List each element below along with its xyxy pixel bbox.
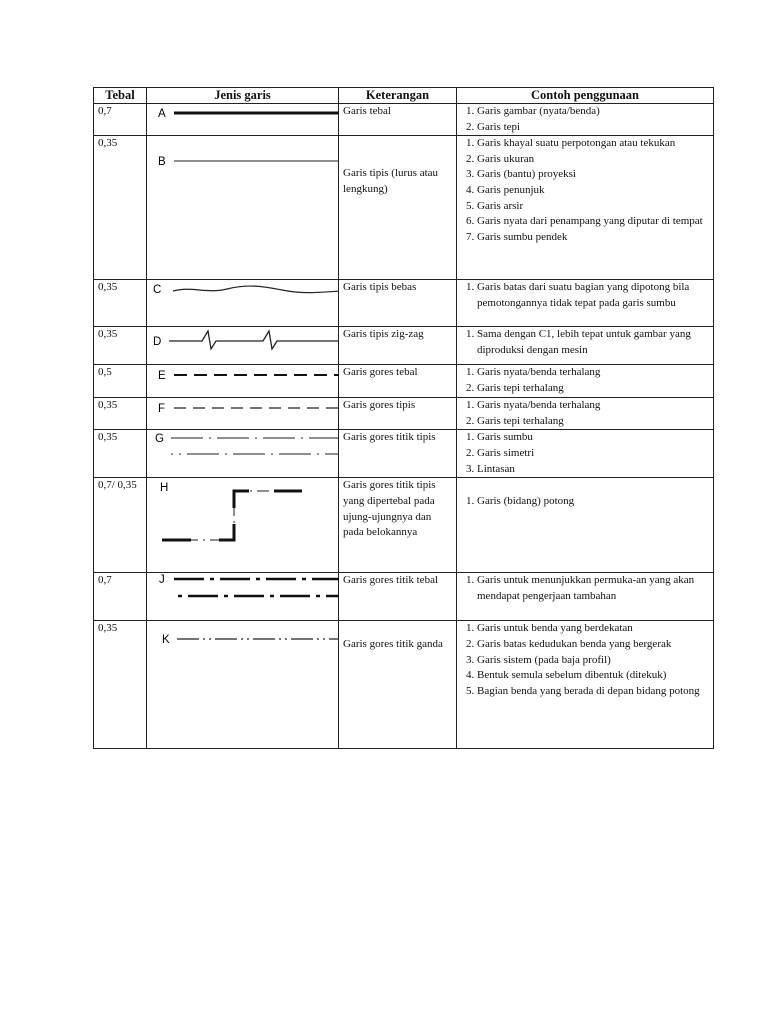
list-item: 1. Sama dengan C1, lebih tepat untuk gambar yang diproduksi dengan mesin [477, 327, 709, 358]
keterangan-cell: Garis gores titik ganda [339, 621, 457, 749]
tebal-cell: 0,5 [94, 365, 147, 398]
line-sample-cell [147, 621, 339, 749]
list-item: 2. Garis ukuran [477, 152, 709, 168]
keterangan-cell: Garis tipis (lurus atau lengkung) [339, 136, 457, 280]
tebal-cell: 0,35 [94, 327, 147, 365]
line-sample-cell [147, 398, 339, 430]
keterangan-cell: Garis gores titik tebal [339, 573, 457, 621]
line-sample-cell [147, 280, 339, 327]
list-item: 1. Garis batas dari suatu bagian yang dipotong bila pemotongannya tidak tepat pada garis sumbu [477, 280, 709, 311]
line-letter: F [158, 403, 166, 416]
uses-list [461, 573, 709, 604]
list-item: 6. Garis nyata dari penampang yang diputar di tempat [477, 214, 709, 230]
table-row [94, 573, 714, 621]
list-item: 5. Bagian benda yang berada di depan bidang potong [477, 684, 709, 700]
table-row [94, 104, 714, 136]
contoh-cell [457, 573, 714, 621]
contoh-cell [457, 398, 714, 430]
line-letter: A [158, 108, 166, 120]
line-letter: D [153, 336, 162, 349]
keterangan-cell: Garis tebal [339, 104, 457, 136]
table-row [94, 327, 714, 365]
table-row [94, 398, 714, 430]
uses-list [461, 621, 709, 699]
line-sample-h [147, 478, 339, 573]
table-row [94, 280, 714, 327]
contoh-cell [457, 365, 714, 398]
list-item: 2. Garis tepi terhalang [477, 414, 709, 430]
list-item: 3. Lintasan [477, 462, 709, 478]
line-letter: B [158, 156, 166, 169]
line-sample-e [147, 365, 339, 398]
table-row [94, 365, 714, 398]
list-item: 1. Garis nyata/benda terhalang [477, 365, 709, 381]
uses-list [461, 365, 709, 396]
list-item: 5. Garis arsir [477, 199, 709, 215]
list-item: 4. Garis penunjuk [477, 183, 709, 199]
line-sample-cell [147, 104, 339, 136]
contoh-cell [457, 280, 714, 327]
line-sample-cell [147, 478, 339, 573]
line-types-table [93, 87, 714, 749]
tebal-cell: 0,7 [94, 573, 147, 621]
uses-list [461, 280, 709, 311]
tebal-cell: 0,35 [94, 621, 147, 749]
keterangan-cell: Garis tipis bebas [339, 280, 457, 327]
zigzag-line [169, 331, 339, 349]
list-item: 2. Garis simetri [477, 446, 709, 462]
list-item: 7. Garis sumbu pendek [477, 230, 709, 246]
list-item: 1. Garis gambar (nyata/benda) [477, 104, 709, 120]
tebal-cell: 0,35 [94, 280, 147, 327]
tebal-cell: 0,35 [94, 430, 147, 478]
line-letter: G [155, 433, 164, 446]
cutting-plane-line [162, 491, 302, 540]
header-tebal: Tebal [94, 88, 147, 104]
header-row [94, 88, 714, 104]
list-item: 1. Garis nyata/benda terhalang [477, 398, 709, 414]
line-sample-c [147, 280, 339, 327]
line-sample-cell [147, 327, 339, 365]
uses-list [461, 430, 709, 477]
line-sample-g [147, 430, 339, 478]
tebal-cell: 0,35 [94, 398, 147, 430]
uses-list [461, 136, 709, 245]
uses-list [461, 494, 709, 510]
freehand-line [173, 286, 339, 293]
line-letter: J [159, 574, 165, 587]
keterangan-cell: Garis gores tebal [339, 365, 457, 398]
line-sample-d [147, 327, 339, 365]
header-contoh-penggunaan: Contoh penggunaan [457, 88, 714, 104]
list-item: 1. Garis (bidang) potong [477, 494, 709, 510]
tebal-cell: 0,7 [94, 104, 147, 136]
line-sample-cell [147, 430, 339, 478]
thick-corner-segment [219, 524, 234, 540]
contoh-cell [457, 104, 714, 136]
list-item: 3. Garis (bantu) proyeksi [477, 167, 709, 183]
contoh-cell [457, 136, 714, 280]
line-letter: C [153, 284, 162, 297]
table-row [94, 430, 714, 478]
line-sample-cell [147, 365, 339, 398]
list-item: 1. Garis untuk menunjukkan permuka-an yang akan mendapat pengerjaan tambahan [477, 573, 709, 604]
uses-list [461, 398, 709, 429]
tebal-cell: 0,7/ 0,35 [94, 478, 147, 573]
thick-corner-segment [234, 491, 249, 508]
contoh-cell [457, 621, 714, 749]
list-item: 4. Bentuk semula sebelum dibentuk (ditekuk) [477, 668, 709, 684]
tebal-cell: 0,35 [94, 136, 147, 280]
contoh-cell [457, 430, 714, 478]
keterangan-cell: Garis tipis zig-zag [339, 327, 457, 365]
list-item: 1. Garis untuk benda yang berdekatan [477, 621, 709, 637]
line-letter: E [158, 370, 166, 383]
list-item: 2. Garis batas kedudukan benda yang bergerak [477, 637, 709, 653]
table-row [94, 136, 714, 280]
uses-list [461, 327, 709, 358]
header-jenis-garis: Jenis garis [147, 88, 339, 104]
contoh-cell [457, 327, 714, 365]
keterangan-cell: Garis gores titik tipis yang dipertebal pada ujung-ujungnya dan pada belokannya [339, 478, 457, 573]
line-letter: K [162, 634, 170, 647]
line-sample-cell [147, 136, 339, 280]
uses-list [461, 104, 709, 135]
table-row [94, 478, 714, 573]
line-sample-b [147, 136, 339, 280]
table-row [94, 621, 714, 749]
keterangan-cell: Garis gores tipis [339, 398, 457, 430]
line-sample-a [147, 104, 339, 136]
header-keterangan: Keterangan [339, 88, 457, 104]
contoh-cell [457, 478, 714, 573]
list-item: 3. Garis sistem (pada baja profil) [477, 653, 709, 669]
list-item: 1. Garis sumbu [477, 430, 709, 446]
line-sample-cell [147, 573, 339, 621]
keterangan-cell: Garis gores titik tipis [339, 430, 457, 478]
list-item: 1. Garis khayal suatu perpotongan atau tekukan [477, 136, 709, 152]
line-sample-k [147, 621, 339, 749]
line-letter: H [160, 482, 169, 495]
list-item: 2. Garis tepi terhalang [477, 381, 709, 397]
line-sample-j [147, 573, 339, 621]
list-item: 2. Garis tepi [477, 120, 709, 136]
line-sample-f [147, 398, 339, 430]
